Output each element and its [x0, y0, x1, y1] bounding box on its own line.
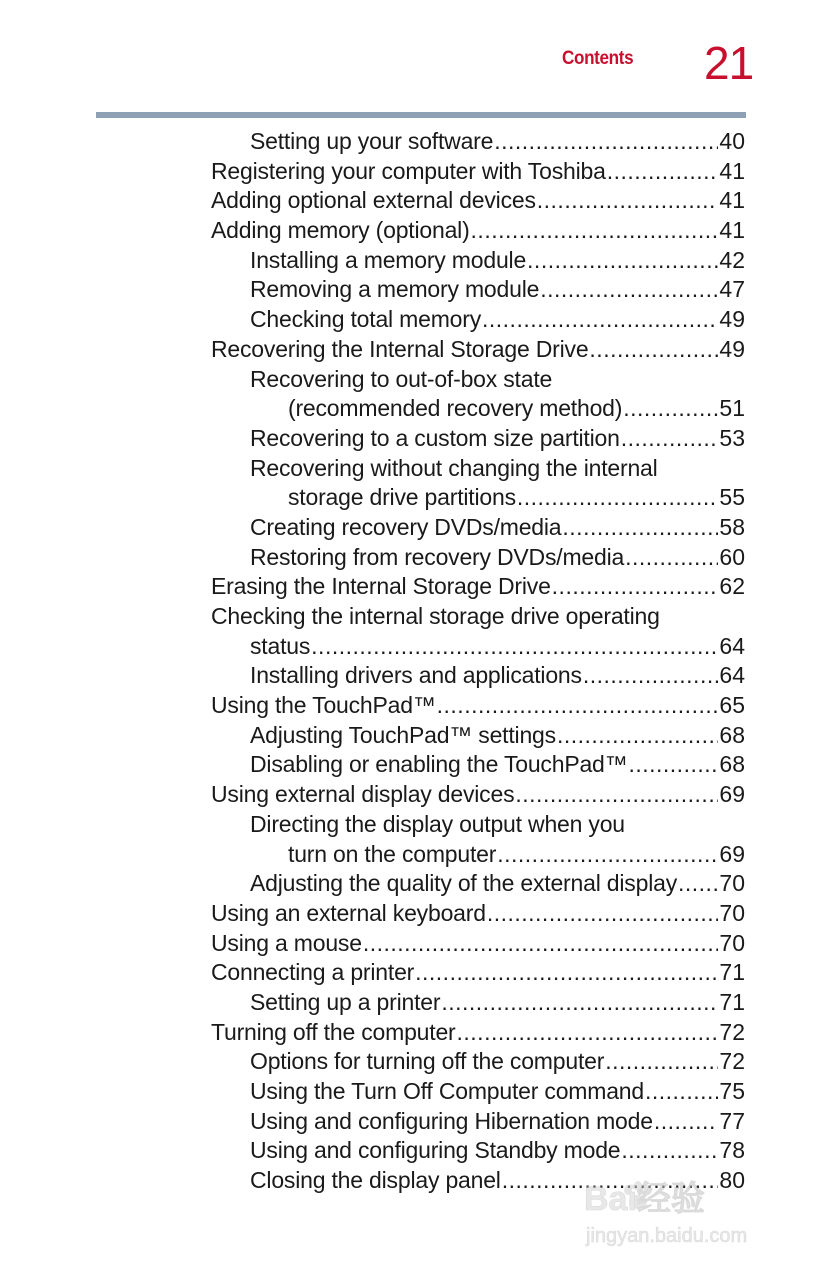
toc-entry-title: Registering your computer with Toshiba	[211, 157, 606, 184]
toc-entry-title: Using an external keyboard	[211, 899, 486, 926]
dot-leader	[589, 335, 718, 365]
toc-entry-page: 80	[719, 1167, 745, 1194]
toc-entry[interactable]	[0, 780, 821, 810]
toc-entry-page: 70	[719, 929, 745, 956]
toc-entry[interactable]	[0, 929, 821, 959]
dot-leader	[562, 513, 718, 543]
dot-leader	[557, 721, 718, 751]
toc-entry[interactable]	[0, 721, 821, 751]
toc-entry-page: 64	[719, 632, 745, 659]
toc-entry[interactable]	[0, 869, 821, 899]
dot-leader	[678, 869, 718, 899]
toc-entry[interactable]	[0, 750, 821, 780]
toc-entry-title: status	[250, 632, 311, 659]
toc-entry-page: 64	[719, 662, 745, 689]
toc-entry-title: Disabling or enabling the TouchPad™	[250, 751, 628, 778]
toc-entry-title: Options for turning off the computer	[250, 1048, 605, 1075]
toc-entry-title: Recovering to a custom size partition	[250, 424, 620, 451]
toc-entry-title: Adjusting the quality of the external display	[250, 870, 677, 897]
dot-leader	[527, 246, 718, 276]
toc-entry-page: 70	[719, 899, 745, 926]
toc-entry[interactable]	[0, 483, 821, 513]
dot-leader	[623, 394, 718, 424]
toc-entry[interactable]	[0, 572, 821, 602]
dot-leader	[494, 127, 718, 157]
header-rule	[96, 112, 746, 118]
watermark-url: jingyan.baidu.com	[586, 1225, 748, 1247]
toc-entry-title: Using the Turn Off Computer command	[250, 1078, 644, 1104]
toc-entry-title: Adding memory (optional)	[211, 217, 470, 244]
toc-entry-page: 49	[719, 306, 745, 333]
toc-entry[interactable]	[0, 543, 821, 573]
toc-entry-page: 41	[719, 187, 745, 214]
toc-entry-page: 71	[719, 959, 745, 986]
toc-entry-title: Removing a memory module	[250, 276, 540, 303]
dot-leader	[540, 275, 718, 305]
dot-leader	[515, 780, 718, 810]
toc-entry-title: Installing drivers and applications	[250, 662, 582, 689]
toc-entry[interactable]	[0, 810, 821, 840]
toc-entry-title: Creating recovery DVDs/media	[250, 513, 562, 540]
toc-entry-page: 55	[719, 484, 745, 511]
toc-entry-page: 41	[719, 217, 745, 244]
toc-entry[interactable]	[0, 157, 821, 187]
toc-entry-page: 62	[719, 573, 745, 600]
toc-entry[interactable]	[0, 1077, 821, 1107]
dot-leader	[552, 572, 719, 602]
watermark-brand: Bai经验	[584, 1180, 705, 1218]
dot-leader	[482, 305, 718, 335]
dot-leader	[625, 543, 718, 573]
toc-entry-page: 58	[719, 513, 745, 540]
toc-entry-page: 68	[719, 721, 745, 748]
toc-entry-page: 71	[719, 988, 745, 1015]
table-of-contents	[0, 127, 821, 1196]
toc-entry-title: Turning off the computer	[211, 1018, 456, 1045]
toc-entry-title: Using external display devices	[211, 781, 515, 808]
toc-entry-title: Directing the display output when you	[250, 810, 625, 837]
toc-entry-title: Recovering the Internal Storage Drive	[211, 335, 589, 362]
toc-entry[interactable]	[0, 335, 821, 365]
dot-leader	[441, 988, 718, 1018]
toc-entry[interactable]	[0, 661, 821, 691]
baidu-jingyan-watermark	[584, 1172, 774, 1252]
toc-entry-page: 40	[719, 128, 745, 154]
dot-leader	[457, 1018, 719, 1048]
toc-entry-page: 53	[719, 424, 745, 451]
toc-entry-title: (recommended recovery method)	[288, 395, 623, 422]
toc-entry-page: 69	[719, 840, 745, 867]
toc-entry-page: 60	[719, 543, 745, 570]
toc-entry-title: Connecting a printer	[211, 959, 415, 986]
toc-entry-page: 41	[719, 157, 745, 184]
toc-entry-page: 75	[719, 1078, 745, 1104]
dot-leader	[415, 958, 718, 988]
toc-entry[interactable]	[0, 394, 821, 424]
toc-entry-page: 72	[719, 1018, 745, 1045]
toc-entry[interactable]	[0, 127, 821, 157]
dot-leader	[517, 483, 719, 513]
toc-entry[interactable]	[0, 246, 821, 276]
toc-entry-page: 78	[719, 1137, 745, 1164]
dot-leader	[537, 186, 719, 216]
toc-entry[interactable]	[0, 691, 821, 721]
toc-entry-title: Adjusting TouchPad™ settings	[250, 721, 556, 748]
toc-entry[interactable]	[0, 513, 821, 543]
toc-entry[interactable]	[0, 899, 821, 929]
toc-entry-page: 49	[719, 335, 745, 362]
toc-entry-title: Installing a memory module	[250, 246, 527, 273]
toc-entry-title: Checking total memory	[250, 306, 481, 333]
toc-entry-title: Recovering to out-of-box state	[250, 365, 553, 392]
toc-entry[interactable]	[0, 305, 821, 335]
toc-entry[interactable]	[0, 424, 821, 454]
dot-leader	[645, 1077, 718, 1107]
dot-leader	[605, 1047, 718, 1077]
toc-entry-title: storage drive partitions	[288, 484, 516, 511]
toc-entry[interactable]	[0, 1018, 821, 1048]
toc-entry-title: Using and configuring Standby mode	[250, 1137, 621, 1164]
toc-entry-title: Checking the internal storage drive operating	[211, 603, 660, 629]
toc-entry-page: 72	[719, 1048, 745, 1075]
toc-entry-title: Setting up a printer	[250, 988, 441, 1015]
dot-leader	[621, 1136, 718, 1166]
toc-entry[interactable]	[0, 958, 821, 988]
toc-entry-title: Erasing the Internal Storage Drive	[211, 573, 551, 600]
toc-entry-page: 68	[719, 751, 745, 778]
toc-entry-page: 51	[719, 395, 745, 422]
toc-entry-page: 42	[719, 246, 745, 273]
dot-leader	[471, 216, 719, 246]
dot-leader	[607, 157, 719, 187]
toc-entry[interactable]	[0, 1047, 821, 1077]
page-number: 21	[704, 37, 754, 89]
toc-entry[interactable]	[0, 602, 821, 632]
toc-entry-title: Closing the display panel	[250, 1167, 501, 1194]
toc-entry[interactable]	[0, 186, 821, 216]
toc-entry[interactable]	[0, 840, 821, 870]
toc-entry-page: 77	[719, 1107, 745, 1134]
dot-leader	[487, 899, 719, 929]
toc-entry-title: Using a mouse	[211, 929, 362, 956]
toc-entry[interactable]	[0, 454, 821, 484]
toc-entry[interactable]	[0, 988, 821, 1018]
toc-entry[interactable]	[0, 1107, 821, 1137]
dot-leader	[497, 840, 718, 870]
dot-leader	[363, 929, 719, 959]
toc-entry[interactable]	[0, 216, 821, 246]
toc-entry-page: 70	[719, 870, 745, 897]
toc-entry-title: turn on the computer	[288, 840, 497, 867]
dot-leader	[437, 691, 719, 721]
toc-entry-title: Recovering without changing the internal	[250, 454, 658, 481]
dot-leader	[583, 661, 719, 691]
toc-entry[interactable]	[0, 632, 821, 662]
toc-entry[interactable]	[0, 365, 821, 395]
dot-leader	[654, 1107, 719, 1137]
toc-entry-page: 69	[719, 781, 745, 808]
toc-entry[interactable]	[0, 275, 821, 305]
toc-entry-title: Restoring from recovery DVDs/media	[250, 543, 625, 570]
dot-leader	[621, 424, 719, 454]
running-header-section: Contents	[562, 48, 634, 69]
dot-leader	[311, 632, 718, 662]
toc-entry-title: Using the TouchPad™	[211, 692, 436, 719]
toc-entry-title: Setting up your software	[250, 128, 494, 154]
toc-entry-page: 47	[719, 276, 745, 303]
dot-leader	[628, 750, 718, 780]
toc-entry-title: Using and configuring Hibernation mode	[250, 1107, 653, 1134]
toc-entry-page: 65	[719, 692, 745, 719]
toc-entry-title: Adding optional external devices	[211, 187, 536, 214]
toc-entry[interactable]	[0, 1136, 821, 1166]
